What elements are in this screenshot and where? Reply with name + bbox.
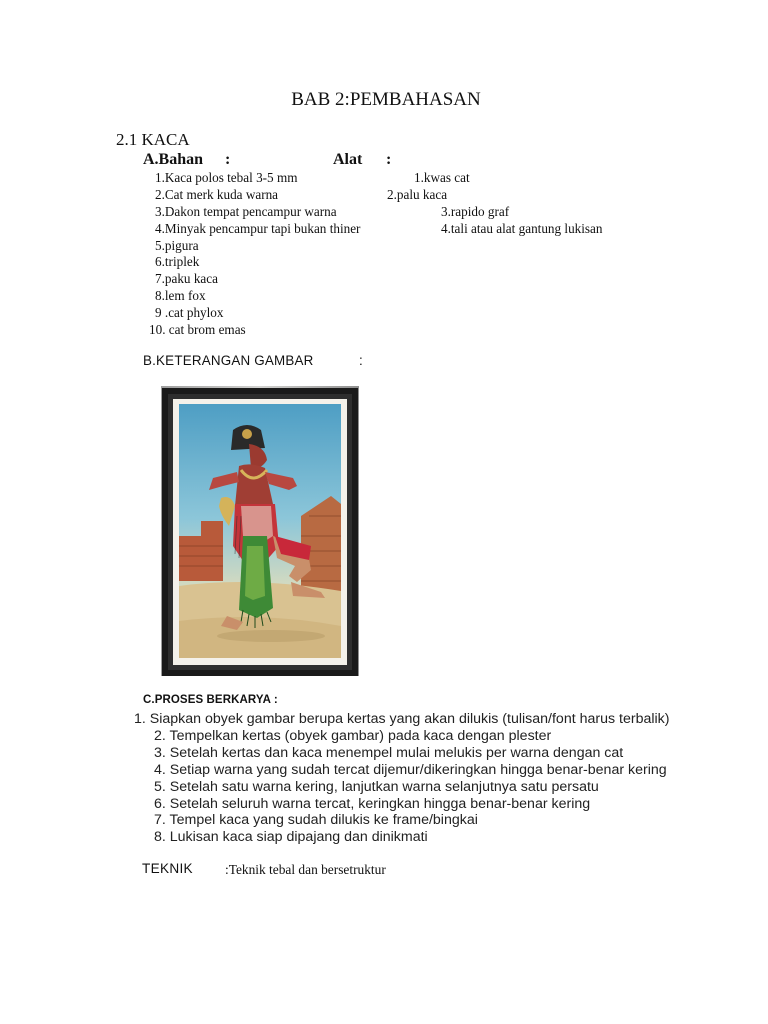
alat-item-1: 1.kwas cat <box>414 170 470 185</box>
bahan-item-6: 6.triplek <box>155 254 200 269</box>
page-title: BAB 2:PEMBAHASAN <box>291 89 481 110</box>
bahan-item-1: 1.Kaca polos tebal 3-5 mm <box>155 170 298 185</box>
keterangan-colon: : <box>359 353 363 368</box>
proses-step-1: 1. Siapkan obyek gambar berupa kertas yang akan dilukis (tulisan/font harus terbalik) <box>134 711 670 727</box>
teknik-label: TEKNIK <box>142 861 193 876</box>
bahan-item-5: 5.pigura <box>155 238 199 253</box>
bahan-item-7: 7.paku kaca <box>155 271 218 286</box>
bahan-item-3: 3.Dakon tempat pencampur warna <box>155 204 337 219</box>
proses-step-8: 8. Lukisan kaca siap dipajang dan dinikmati <box>154 829 428 845</box>
proses-step-7: 7. Tempel kaca yang sudah dilukis ke frame/bingkai <box>154 812 478 828</box>
proses-step-2: 2. Tempelkan kertas (obyek gambar) pada kaca dengan plester <box>154 728 552 744</box>
proses-step-3: 3. Setelah kertas dan kaca menempel mulai melukis per warna dengan cat <box>154 745 624 761</box>
alat-heading: Alat <box>333 151 363 168</box>
keterangan-heading: B.KETERANGAN GAMBAR <box>143 353 314 368</box>
painting-image <box>161 386 359 676</box>
bahan-heading: A.Bahan <box>143 151 204 168</box>
bahan-item-4: 4.Minyak pencampur tapi bukan thiner <box>155 221 361 236</box>
teknik-value: :Teknik tebal dan bersetruktur <box>225 862 386 877</box>
proses-step-6: 6. Setelah seluruh warna tercat, keringkan hingga benar-benar kering <box>154 796 591 812</box>
bahan-item-8: 8.lem fox <box>155 288 206 303</box>
proses-step-4: 4. Setiap warna yang sudah tercat dijemur/dikeringkan hingga benar-benar kering <box>154 762 667 778</box>
alat-item-4: 4.tali atau alat gantung lukisan <box>441 221 603 236</box>
proses-heading: C.PROSES BERKARYA : <box>143 694 278 706</box>
bahan-item-10: 10. cat brom emas <box>149 322 246 337</box>
alat-item-2: 2.palu kaca <box>387 187 448 202</box>
bahan-item-9: 9 .cat phylox <box>155 305 224 320</box>
section-heading: 2.1 KACA <box>116 130 190 149</box>
bahan-item-2: 2.Cat merk kuda warna <box>155 187 279 202</box>
proses-step-5: 5. Setelah satu warna kering, lanjutkan warna selanjutnya satu persatu <box>154 779 599 795</box>
bahan-colon: : <box>225 151 231 168</box>
alat-colon: : <box>386 151 392 168</box>
alat-item-3: 3.rapido graf <box>441 204 510 219</box>
